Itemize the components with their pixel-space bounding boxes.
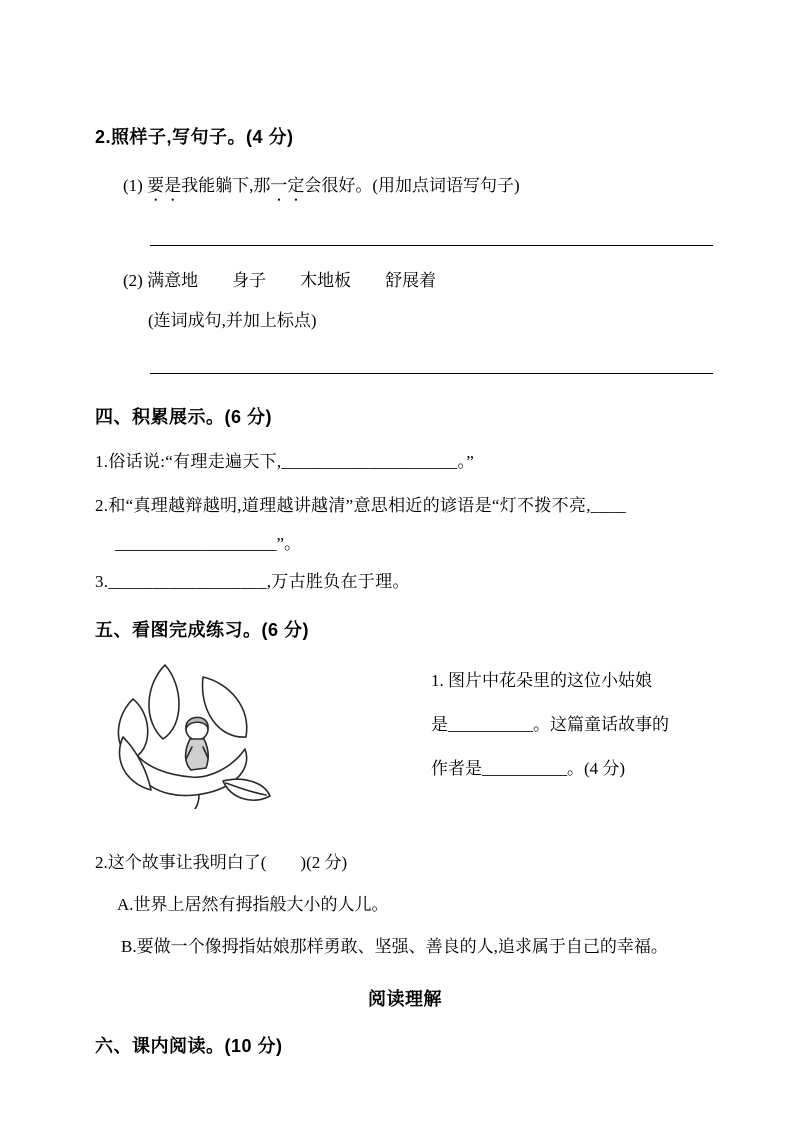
picture-q1-line-3: 作者是__________。(4 分) xyxy=(431,758,626,778)
answer-line-1 xyxy=(150,245,713,246)
section-4-line-3: 3.__________________,万古胜负在于理。 xyxy=(95,572,410,592)
picture-q1-line-1: 1. 图片中花朵里的这位小姑娘 xyxy=(431,670,652,690)
item2-word-3: 木地板 xyxy=(300,271,352,291)
question-2-item-1 xyxy=(123,175,715,205)
section-4-line-2: 2.和“真理越辩越明,道理越讲越清”意思相近的谚语是“灯不拨不亮,____ xyxy=(95,496,626,516)
section-4-block xyxy=(95,406,715,594)
picture-question-row xyxy=(95,659,715,814)
item1-dotted-word-1: 要是 xyxy=(147,176,182,196)
question-2-item-2-note: (连词成句,并加上标点) xyxy=(148,311,317,331)
picture-question-text xyxy=(431,659,715,814)
section-5-block xyxy=(95,619,715,958)
question-2-heading: 2.照样子,写句子。(4 分) xyxy=(95,127,294,147)
item1-middle: 我能躺下,那 xyxy=(181,176,271,196)
section-4-line-2-continued: ___________________”。 xyxy=(115,534,302,554)
item2-word-1: 满意地 xyxy=(147,271,199,291)
question-2-item-2 xyxy=(123,270,715,292)
section-5-heading: 五、看图完成练习。(6 分) xyxy=(95,620,309,641)
reading-comprehension-banner: 阅读理解 xyxy=(368,989,442,1010)
item1-prefix: (1) xyxy=(123,176,148,196)
question-2-block xyxy=(95,126,715,374)
section-5-question-2: 2.这个故事让我明白了( )(2 分) xyxy=(95,852,348,872)
item1-suffix: 会很好。(用加点词语写句子) xyxy=(304,176,520,196)
section-4-line-1: 1.俗话说:“有理走遍天下,____________________。” xyxy=(95,451,475,471)
section-6-heading: 六、课内阅读。(10 分) xyxy=(95,1036,283,1057)
item2-word-4: 舒展着 xyxy=(385,271,437,291)
item2-prefix: (2) xyxy=(123,271,148,291)
thumbelina-illustration xyxy=(103,659,283,814)
answer-line-2 xyxy=(150,373,713,374)
section-5-option-b: B.要做一个像拇指姑娘那样勇敢、坚强、善良的人,追求属于自己的幸福。 xyxy=(121,936,668,956)
section-4-heading: 四、积累展示。(6 分) xyxy=(95,406,272,427)
picture-q1-line-2: 是__________。这篇童话故事的 xyxy=(431,714,669,734)
section-5-option-a: A.世界上居然有拇指般大小的人儿。 xyxy=(117,894,389,914)
item1-dotted-word-2: 一定 xyxy=(270,176,305,196)
item2-word-2: 身子 xyxy=(232,271,267,291)
